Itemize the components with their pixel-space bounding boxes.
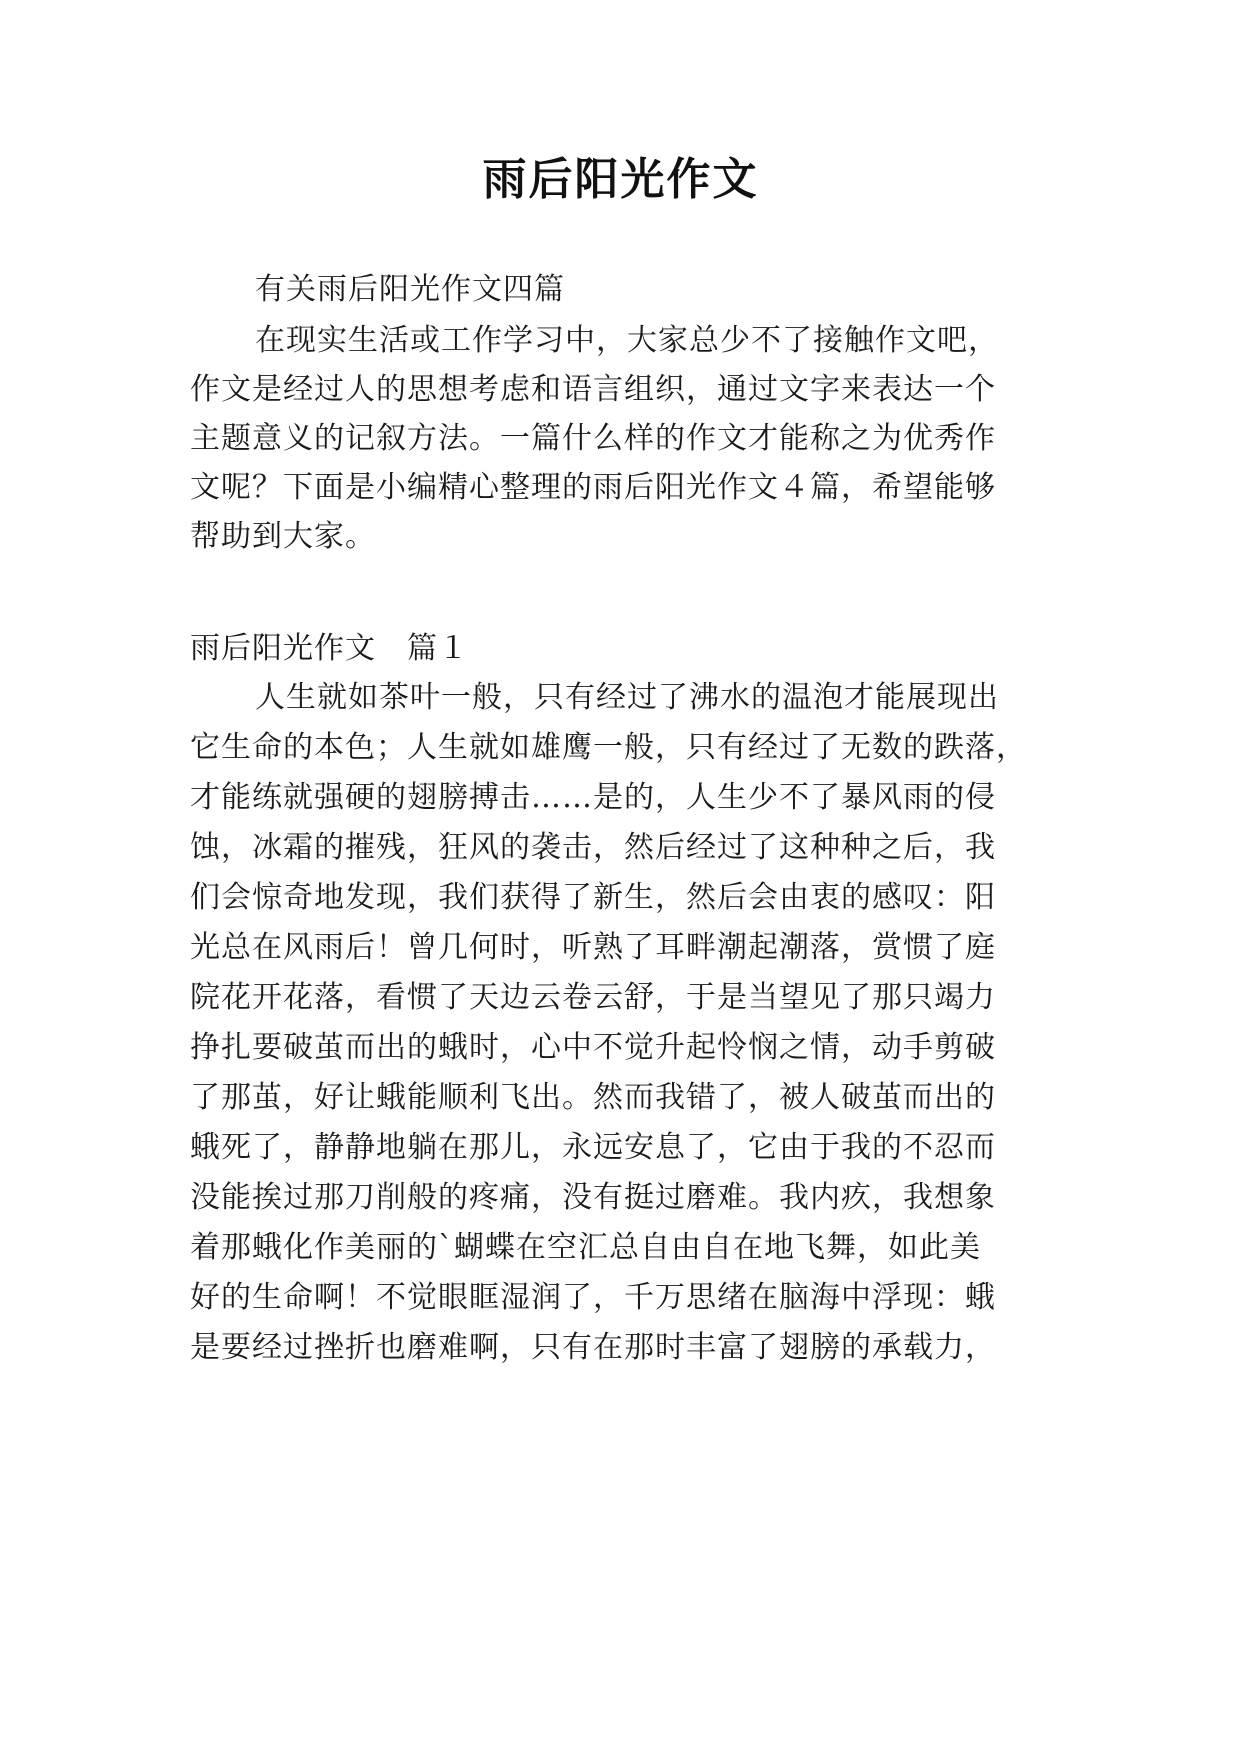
intro-line: 主题意义的记叙方法。一篇什么样的作文才能称之为优秀作 <box>190 421 996 456</box>
intro-line: 在现实生活或工作学习中，大家总少不了接触作文吧， <box>255 323 999 358</box>
body-line: 才能练就强硬的翅膀搏击……是的，人生少不了暴风雨的侵 <box>190 780 996 815</box>
body-line: 人生就如茶叶一般，只有经过了沸水的温泡才能展现出 <box>255 680 999 715</box>
document-subtitle: 有关雨后阳光作文四篇 <box>255 272 565 307</box>
intro-line: 文呢？下面是小编精心整理的雨后阳光作文４篇，希望能够 <box>190 470 996 505</box>
body-line: 蛾死了，静静地躺在那儿，永远安息了，它由于我的不忍而 <box>190 1130 996 1165</box>
body-line: 挣扎要破茧而出的蛾时，心中不觉升起怜悯之情，动手剪破 <box>190 1030 996 1065</box>
body-line: 是要经过挫折也磨难啊，只有在那时丰富了翅膀的承载力， <box>190 1330 996 1365</box>
body-line: 了那茧，好让蛾能顺利飞出。然而我错了，被人破茧而出的 <box>190 1080 996 1115</box>
body-line: 蚀，冰霜的摧残，狂风的袭击，然后经过了这种种之后，我 <box>190 830 996 865</box>
body-line: 着那蛾化作美丽的`蝴蝶在空汇总自由自在地飞舞，如此美 <box>190 1230 981 1265</box>
body-line: 它生命的本色；人生就如雄鹰一般，只有经过了无数的跌落， <box>190 730 1027 765</box>
intro-line: 帮助到大家。 <box>190 519 376 554</box>
body-line: 光总在风雨后！曾几何时，听熟了耳畔潮起潮落，赏惯了庭 <box>190 930 996 965</box>
body-line: 们会惊奇地发现，我们获得了新生，然后会由衷的感叹：阳 <box>190 880 996 915</box>
body-line: 没能挨过那刀削般的疼痛，没有挺过磨难。我内疚，我想象 <box>190 1180 996 1215</box>
section-heading: 雨后阳光作文 篇１ <box>190 631 469 666</box>
document-title: 雨后阳光作文 <box>482 154 759 205</box>
body-line: 好的生命啊！不觉眼眶湿润了，千万思绪在脑海中浮现：蛾 <box>190 1280 996 1315</box>
intro-line: 作文是经过人的思想考虑和语言组织，通过文字来表达一个 <box>190 372 996 407</box>
body-line: 院花开花落，看惯了天边云卷云舒，于是当望见了那只竭力 <box>190 980 996 1015</box>
